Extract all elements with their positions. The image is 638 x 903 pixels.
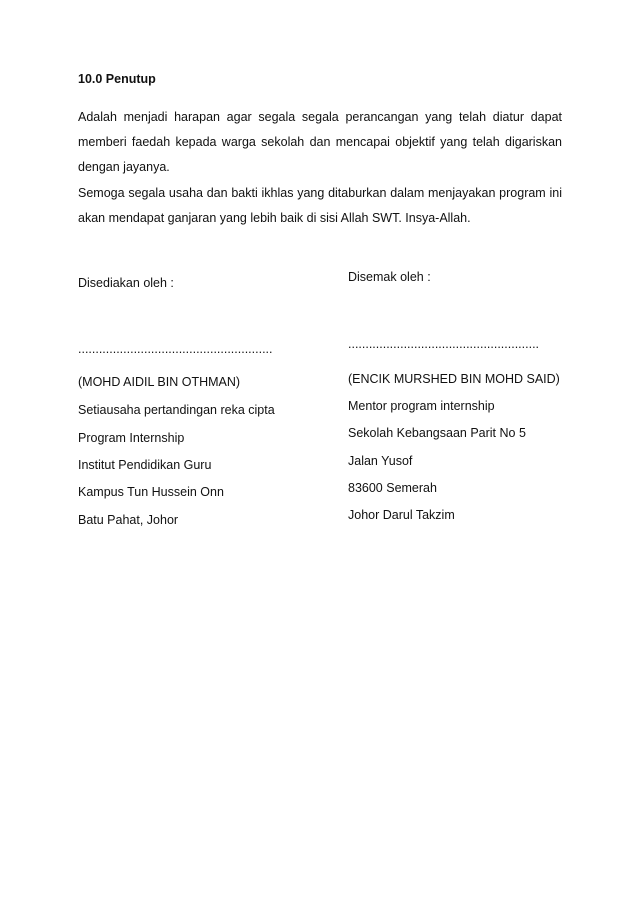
prepared-by-label: Disediakan oleh :: [78, 276, 174, 290]
reviewed-detail-line: Sekolah Kebangsaan Parit No 5: [348, 426, 526, 440]
prepared-detail-line: Setiausaha pertandingan reka cipta: [78, 403, 275, 417]
prepared-detail-line: Institut Pendidikan Guru: [78, 458, 212, 472]
closing-paragraph-2: Semoga segala usaha dan bakti ikhlas yang ditaburkan dalam menjayakan program ini akan mendapat ganjaran yang lebih baik di sisi Allah SWT. Insya-Allah.: [78, 186, 562, 225]
reviewed-detail-line: 83600 Semerah: [348, 481, 437, 495]
reviewed-detail-line: Mentor program internship: [348, 399, 495, 413]
prepared-detail-line: Program Internship: [78, 431, 185, 445]
prepared-detail-line: Kampus Tun Hussein Onn: [78, 485, 224, 499]
reviewed-detail-line: Jalan Yusof: [348, 454, 413, 468]
prepared-name: (MOHD AIDIL BIN OTHMAN): [78, 375, 241, 389]
reviewed-name: (ENCIK MURSHED BIN MOHD SAID): [348, 372, 560, 386]
closing-paragraph-1: Adalah menjadi harapan agar segala segala perancangan yang telah diatur dapat memberi faedah kepada warga sekolah dan mencapai objektif yang telah digariskan dengan jayanya.: [78, 110, 562, 174]
reviewed-signature-line: .......................................................: [348, 337, 540, 351]
reviewed-by-label: Disemak oleh :: [348, 270, 431, 284]
reviewed-detail-line: Johor Darul Takzim: [348, 508, 455, 522]
prepared-signature-line: ........................................................: [78, 342, 273, 356]
prepared-detail-line: Batu Pahat, Johor: [78, 513, 179, 527]
section-heading: 10.0 Penutup: [78, 72, 156, 86]
